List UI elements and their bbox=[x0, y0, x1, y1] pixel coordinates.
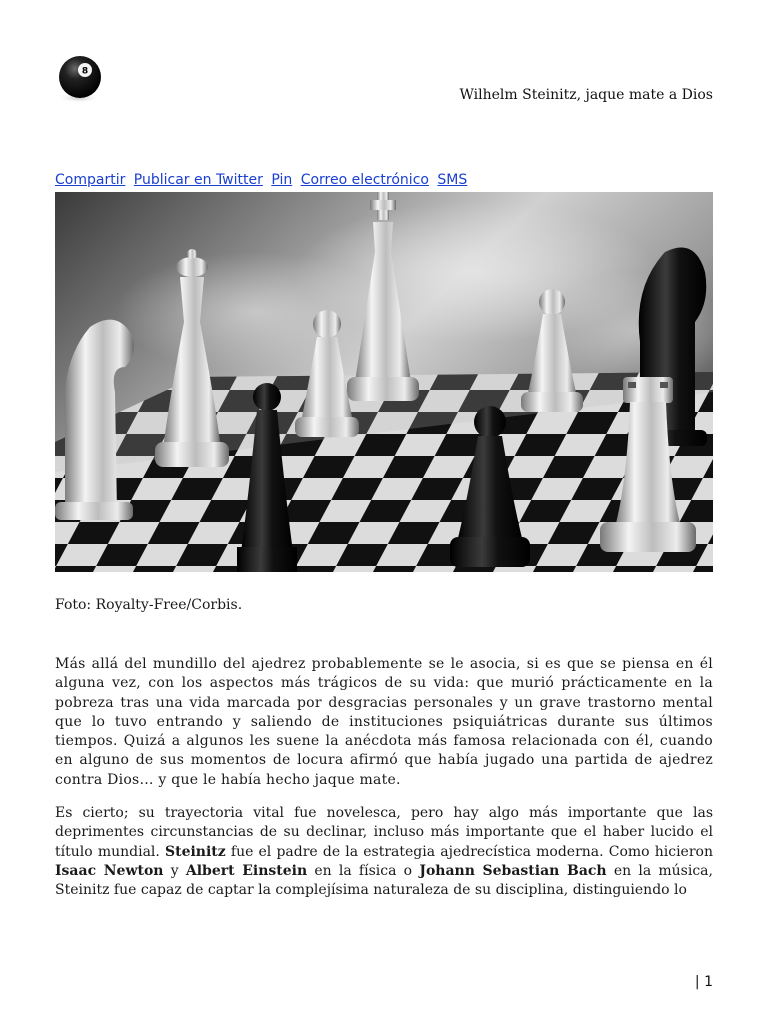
share-link-compartir[interactable]: Compartir bbox=[55, 172, 126, 188]
article-paragraph-1: Más allá del mundillo del ajedrez probablemente se le asocia, si es que se piensa en él alguna vez, con los aspectos más trágicos de su vida: que murió prácticamente en la pobreza tras una vida marcada por desgracias personales y un grave trastorno mental que lo tuvo entrando y saliendo de instituciones psiquiátricas durante sus últimos tiempos. Quizá a algunos les suene la anécdota más famosa relacionada con él, cuando en alguno de sus momentos de locura afirmó que había jugado una partida de ajedrez contra Dios… y que le había hecho jaque mate. bbox=[55, 656, 713, 788]
share-link-sms[interactable]: SMS bbox=[437, 172, 468, 188]
share-link-pin[interactable]: Pin bbox=[271, 172, 293, 188]
article-body bbox=[55, 655, 713, 915]
share-link-twitter[interactable]: Publicar en Twitter bbox=[133, 172, 263, 188]
bold-name-bach: Johann Sebastian Bach bbox=[419, 862, 607, 879]
share-link-email[interactable]: Correo electrónico bbox=[300, 172, 429, 188]
text-span: en la música, Steinitz fue capaz de captar la complejísima naturaleza de su disciplina, distinguiendo lo bbox=[55, 862, 713, 899]
article-paragraph-2 bbox=[55, 804, 713, 900]
photo-caption: Foto: Royalty-Free/Corbis. bbox=[55, 597, 243, 613]
chess-photo bbox=[55, 192, 713, 572]
page-number: | 1 bbox=[694, 974, 713, 990]
svg-text:8: 8 bbox=[81, 66, 89, 77]
page-title: Wilhelm Steinitz, jaque mate a Dios bbox=[459, 87, 713, 103]
share-bar bbox=[55, 172, 471, 188]
bold-name-steinitz: Steinitz bbox=[165, 843, 226, 860]
text-span: Es cierto; su trayectoria vital fue novelesca, pero hay algo más importante que las deprimentes circunstancias de su declinar, incluso más importante que el haber lucido el título mundial. bbox=[55, 805, 713, 860]
text-span: en la física o bbox=[307, 862, 420, 879]
text-span: fue el padre de la estrategia ajedrecística moderna. Como hicieron bbox=[225, 843, 713, 860]
text-span: y bbox=[163, 862, 186, 879]
site-logo-icon bbox=[55, 54, 105, 104]
bold-name-einstein: Albert Einstein bbox=[185, 862, 308, 879]
bold-name-newton: Isaac Newton bbox=[55, 862, 164, 879]
